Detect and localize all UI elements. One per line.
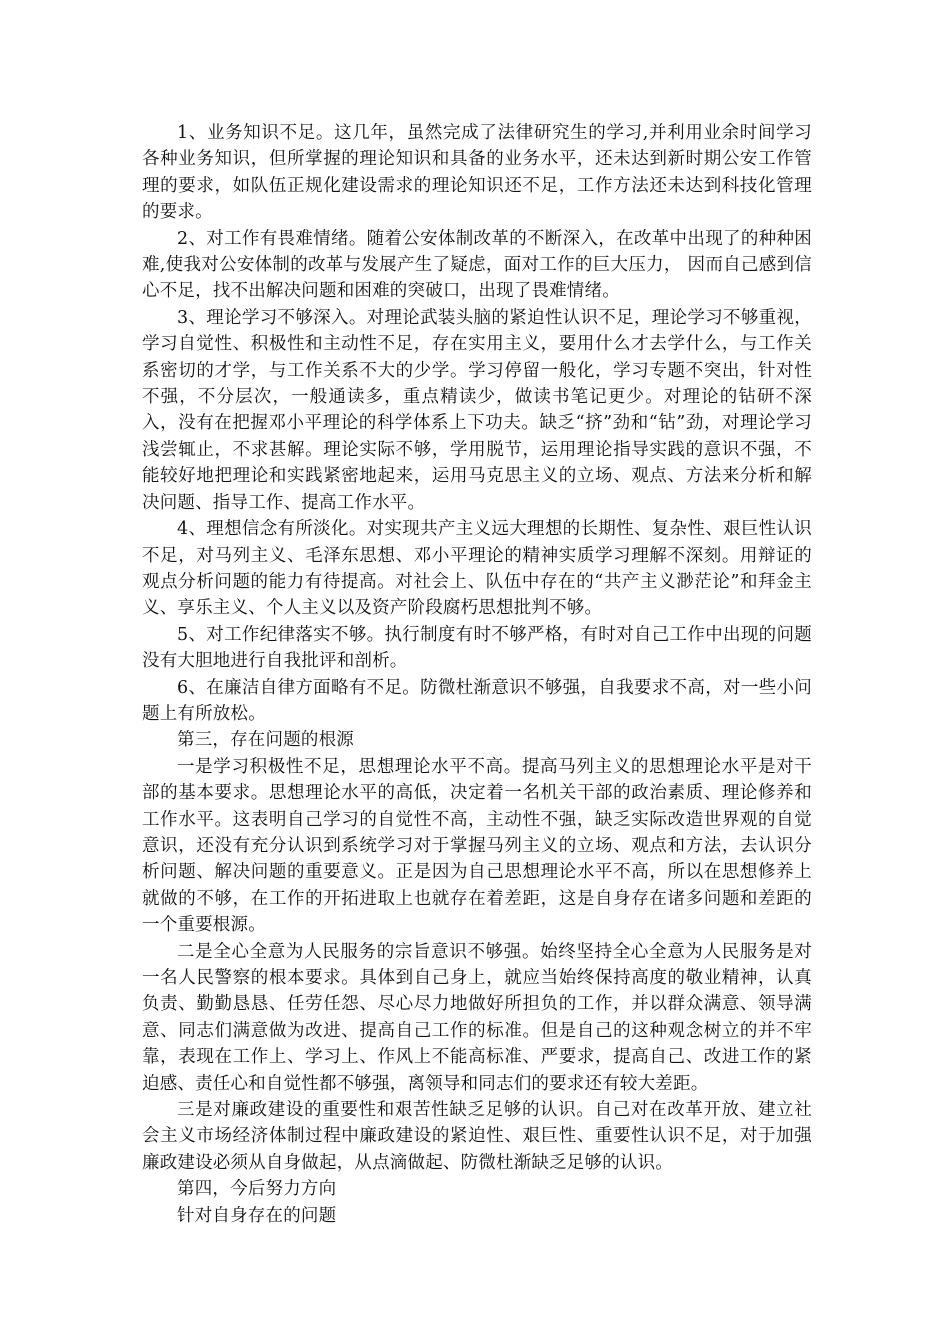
paragraph-cause-integrity: 三是对廉政建设的重要性和艰苦性缺乏足够的认识。自己对在改革开放、建立社会主义市场经济体制过程中廉政建设的紧迫性、艰巨性、重要性认识不足，对于加强廉政建设必须从自身做起，从点滴做起、防微杜渐缺乏足够的认识。 bbox=[142, 1100, 812, 1173]
paragraph-business-knowledge: 1、业务知识不足。这几年，虽然完成了法律研究生的学习,并利用业余时间学习各种业务知识，但所掌握的理论知识和具备的业务水平，还未达到新时期公安工作管理的要求，如队伍正规化建设需求的理论知识还不足，工作方法还未达到科技化管理的要求。 bbox=[142, 123, 812, 223]
paragraph-ideals-belief: 4、理想信念有所淡化。对实现共产主义远大理想的长期性、复杂性、艰巨性认识不足，对马列主义、毛泽东思想、邓小平理论的精神实质学习理解不深刻。用辩证的观点分析问题的能力有待提高。对社会上、队伍中存在的“共产主义渺茫论”和拜金主义、享乐主义、个人主义以及资产阶段腐朽思想批判不够。 bbox=[142, 519, 812, 619]
document-body bbox=[142, 120, 812, 1229]
paragraph-cause-study: 一是学习积极性不足，思想理论水平不高。提高马列主义的思想理论水平是对干部的基本要求。思想理论水平的高低，决定着一名机关干部的政治素质、理论修养和工作水平。这表明自己学习的自觉性不高，主动性不强，缺乏实际改造世界观的自觉意识，还没有充分认识到系统学习对于掌握马列主义的立场、观点和方法，去认识分析问题、解决问题的重要意义。正是因为自己思想理论水平不高，所以在思想修养上就做的不够，在工作的开拓进取上也就存在着差距，这是自身存在诸多问题和差距的一个重要根源。 bbox=[142, 756, 812, 936]
paragraph-future-intro: 针对自身存在的问题 bbox=[177, 1205, 337, 1226]
paragraph-cause-service: 二是全心全意为人民服务的宗旨意识不够强。始终坚持全心全意为人民服务是对一名人民警察的根本要求。具体到自己身上，就应当始终保持高度的敬业精神，认真负责、勤勤恳恳、任劳任怨、尽心尽力地做好所担负的工作，并以群众满意、领导满意、同志们满意做为改进、提高自己工作的标准。但是自己的这种观念树立的并不牢靠，表现在工作上、学习上、作风上不能高标准、严要求，提高自己、改进工作的紧迫感、责任心和自觉性都不够强，离领导和同志们的要求还有较大差距。 bbox=[142, 941, 812, 1094]
section-heading-root-causes: 第三，存在问题的根源 bbox=[177, 730, 354, 751]
paragraph-theory-study: 3、理论学习不够深入。对理论武装头脑的紧迫性认识不足，理论学习不够重视，学习自觉性、积极性和主动性不足，存在实用主义，要用什么才去学什么，与工作关系密切的才学，与工作关系不大的少学。学习停留一般化，学习专题不突出，针对性不强，不分层次，一般通读多，重点精读少，做读书笔记更少。对理论的钻研不深入，没有在把握邓小平理论的科学体系上下功夫。缺乏“挤”劲和“钻”劲，对理论学习浅尝辄止，不求甚解。理论实际不够，学用脱节，运用理论指导实践的意识不强，不能较好地把理论和实践紧密地起来，运用马克思主义的立场、观点、方法来分析和解决问题、指导工作、提高工作水平。 bbox=[142, 307, 812, 513]
paragraph-self-discipline: 6、在廉洁自律方面略有不足。防微杜渐意识不够强，自我要求不高，对一些小问题上有所放松。 bbox=[142, 677, 812, 724]
paragraph-work-fear: 2、对工作有畏难情绪。随着公安体制改革的不断深入，在改革中出现了的种种困难,使我对公安体制的改革与发展产生了疑虑，面对工作的巨大压力， 因而自己感到信心不足，找不出解决问题和困难的突破口，出现了畏难情绪。 bbox=[142, 228, 812, 302]
section-heading-future-direction: 第四，今后努力方向 bbox=[177, 1179, 337, 1200]
paragraph-work-discipline: 5、对工作纪律落实不够。执行制度有时不够严格，有时对自己工作中出现的问题没有大胆地进行自我批评和剖析。 bbox=[142, 624, 812, 672]
